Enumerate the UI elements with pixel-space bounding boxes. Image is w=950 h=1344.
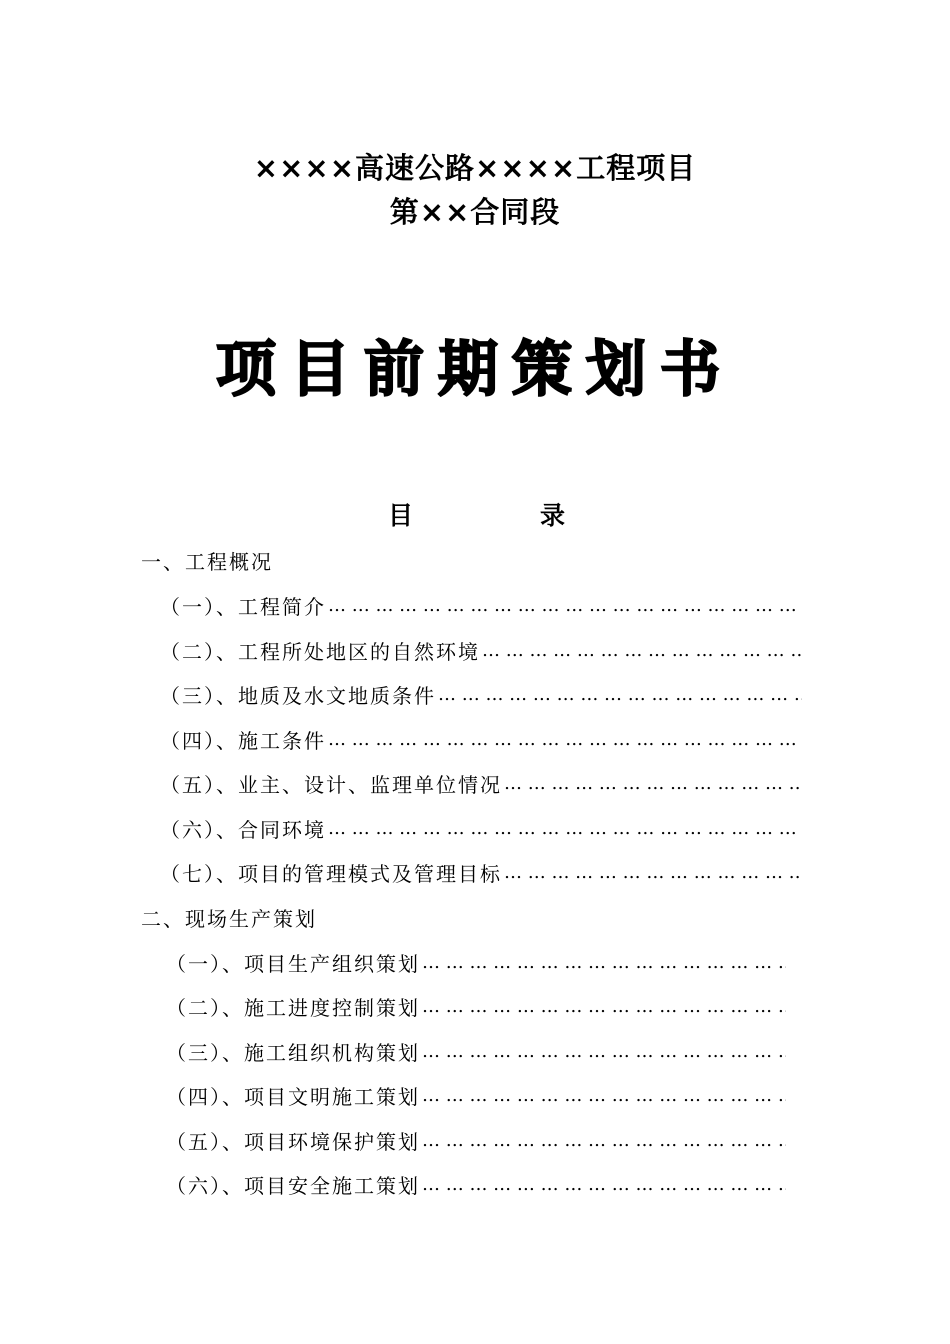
toc-heading-char-2: 录 bbox=[540, 501, 566, 530]
toc-dot-leader bbox=[482, 640, 802, 661]
project-name-line: ××××高速公路××××工程项目 bbox=[253, 151, 697, 185]
toc-dot-leader bbox=[422, 996, 786, 1017]
toc-dot-leader bbox=[422, 1085, 786, 1106]
toc-section-2-title: 二、现场生产策划 bbox=[141, 906, 317, 931]
toc-dot-leader bbox=[422, 1041, 786, 1062]
toc-dot-leader bbox=[422, 1174, 786, 1195]
toc-heading bbox=[0, 496, 950, 532]
toc-dot-leader bbox=[328, 818, 802, 839]
toc-section-1-title: 一、工程概况 bbox=[141, 549, 273, 574]
toc-dot-leader bbox=[422, 952, 786, 973]
toc-dot-leader bbox=[438, 684, 802, 705]
document-title: 项目前期策划书 bbox=[216, 335, 734, 405]
toc-item[interactable]: （一）、工程简介 … … … … … … … … … … … … … … … … … … … … … … … … … … … … … … … … … … … … … … … … … bbox=[160, 590, 802, 620]
toc-heading-char-1: 目 bbox=[388, 501, 414, 530]
toc-dot-leader bbox=[422, 1130, 786, 1151]
toc-item[interactable]: （四）、项目文明施工策划 … … … … … … … … … … … … … … … … … … … … … … … … … … … … … … … … … … … … … … … … … bbox=[166, 1080, 786, 1110]
toc-item[interactable]: （六）、项目安全施工策划 … … … … … … … … … … … … … … … … … … … … … … … … … … … … … … … … … … … … … … … … … bbox=[166, 1169, 786, 1199]
toc-item[interactable]: （二）、施工进度控制策划 … … … … … … … … … … … … … … … … … … … … … … … … … … … … … … … … … … … … … … … … … bbox=[166, 991, 786, 1021]
toc-dot-leader bbox=[504, 773, 802, 794]
toc-dot-leader bbox=[504, 862, 802, 883]
toc-item[interactable]: （三）、施工组织机构策划 … … … … … … … … … … … … … … … … … … … … … … … … … … … … … … … … … … … … … … … … … bbox=[166, 1036, 786, 1066]
toc-item[interactable]: （五）、项目环境保护策划 … … … … … … … … … … … … … … … … … … … … … … … … … … … … … … … … … … … … … … … … … bbox=[166, 1125, 786, 1155]
toc-item[interactable]: （五）、业主、设计、监理单位情况 … … … … … … … … … … … … … … … … … … … … … … … … … … … … … … … … … … … … … … … … … bbox=[160, 768, 802, 798]
toc-item[interactable]: （四）、施工条件 … … … … … … … … … … … … … … … … … … … … … … … … … … … … … … … … … … … … … … … … … bbox=[160, 724, 802, 754]
contract-section-line: 第××合同段 bbox=[389, 195, 561, 229]
toc-dot-leader bbox=[328, 595, 802, 616]
toc-item[interactable]: （七）、项目的管理模式及管理目标 … … … … … … … … … … … … … … … … … … … … … … … … … … … … … … … … … … … … … … … … … bbox=[160, 857, 802, 887]
toc-item[interactable]: （六）、合同环境 … … … … … … … … … … … … … … … … … … … … … … … … … … … … … … … … … … … … … … … … … bbox=[160, 813, 802, 843]
toc-item[interactable]: （三）、地质及水文地质条件 … … … … … … … … … … … … … … … … … … … … … … … … … … … … … … … … … … … … … … … … … bbox=[160, 679, 802, 709]
toc-dot-leader bbox=[328, 729, 802, 750]
toc-item[interactable]: （二）、工程所处地区的自然环境 … … … … … … … … … … … … … … … … … … … … … … … … … … … … … … … … … … … … … … … … … bbox=[160, 635, 802, 665]
toc-item[interactable]: （一）、项目生产组织策划 … … … … … … … … … … … … … … … … … … … … … … … … … … … … … … … … … … … … … … … … … bbox=[166, 947, 786, 977]
